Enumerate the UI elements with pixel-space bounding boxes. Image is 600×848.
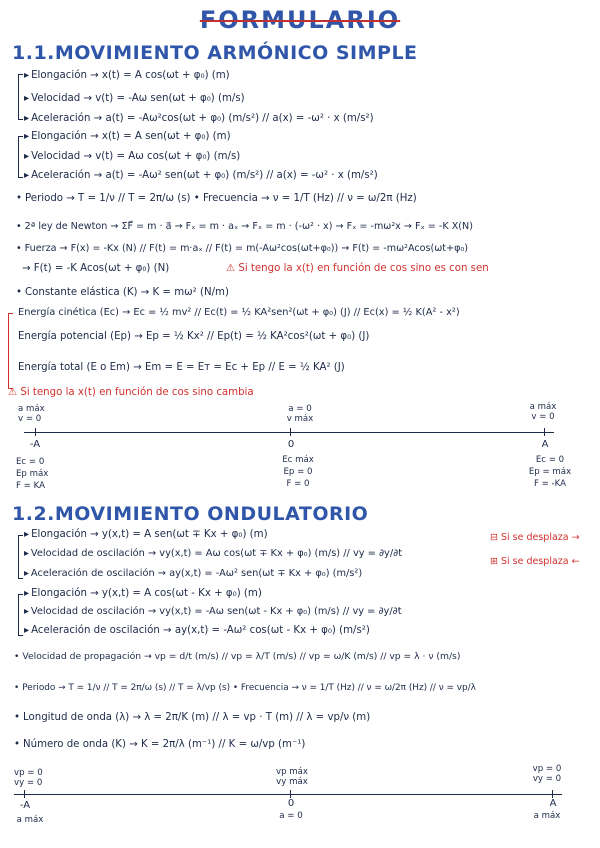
page-title: FORMULARIO [199, 6, 401, 34]
mas-constante-elastica: • Constante elástica (K) → K = mω² (N/m) [16, 286, 229, 300]
brace-onda-cos [18, 594, 23, 636]
onda-aceleracion-sen: ▸ Aceleración de oscilación → ay(x,t) = -Aω² sen(ωt ∓ Kx + φ₀) (m/s²) [24, 567, 362, 581]
mas-aceleracion-cos: ▸ Aceleración → a(t) = -Aω²cos(ωt + φ₀) (m/s²) // a(x) = -ω² · x (m/s²) [24, 112, 374, 126]
onda-velocidad-cos: ▸ Velocidad de oscilación → vy(x,t) = -Aω sen(ωt - Kx + φ₀) (m/s) // vy = ∂y/∂t [24, 605, 402, 619]
onda-aceleracion-cos: ▸ Aceleración de oscilación → ay(x,t) = -Aω² cos(ωt - Kx + φ₀) (m/s²) [24, 624, 370, 638]
onda-axis-right-bottom: a máx [533, 811, 561, 821]
onda-velocidad-propagacion: • Velocidad de propagación → vp = d/t (m/s) // vp = λ/T (m/s) // vp = ω/K (m/s) // vp = λ · ν (m/s) [14, 650, 460, 664]
mas-axis-left-bottom: Ec = 0 Ep máx F = KA [16, 457, 49, 491]
onda-axis-tick-right [552, 790, 553, 798]
onda-axis-left-top: vp = 0 vy = 0 [14, 768, 43, 788]
mas-axis-center-mark: 0 [287, 439, 295, 450]
mas-axis-center-top: a = 0 v máx [286, 404, 314, 424]
mas-axis-right-top: a máx v = 0 [529, 402, 557, 422]
onda-axis-tick-left [24, 790, 25, 798]
mas-axis-left-mark: -A [29, 439, 41, 450]
onda-nota-desplaza-izquierda: ⊞ Si se desplaza ← [490, 556, 580, 567]
onda-axis-left-mark: -A [19, 800, 31, 811]
brace-group-sen [18, 136, 23, 178]
onda-axis-tick-center [290, 790, 291, 798]
onda-axis-left-bottom: a máx [16, 815, 44, 825]
mas-axis-right-bottom: Ec = 0 Ep = máx F = -KA [528, 455, 572, 489]
mas-axis-tick-right [544, 428, 545, 436]
onda-axis-center-bottom: a = 0 [279, 811, 303, 821]
mas-nota-sen: ⚠ Si tengo la x(t) en función de cos sino es con sen [226, 263, 489, 274]
onda-axis-center-mark: 0 [287, 798, 295, 809]
mas-nota-cambia: ⚠ Si tengo la x(t) en función de cos sino cambia [8, 387, 254, 398]
mas-ley-newton: • 2ª ley de Newton → ΣF⃗ = m · a⃗ → Fₓ = m · aₓ → Fₓ = m · (-ω² · x) → Fₓ = -mω²x → Fₓ = -K X(N) [16, 220, 473, 234]
onda-axis-line [14, 794, 562, 795]
onda-axis-right-mark: A [549, 798, 557, 809]
mas-aceleracion-sen: ▸ Aceleración → a(t) = -Aω² sen(ωt + φ₀) (m/s²) // a(x) = -ω² · x (m/s²) [24, 169, 378, 183]
onda-periodo-frecuencia: • Periodo → T = 1/ν // T = 2π/ω (s) // T = λ/vp (s) • Frecuencia → ν = 1/T (Hz) // ν = ω/2π (Hz) // ν = vp/λ [14, 681, 476, 695]
mas-axis-line [24, 432, 554, 433]
brace-onda-sen [18, 535, 23, 579]
mas-axis-tick-center [290, 428, 291, 436]
mas-axis-tick-left [35, 428, 36, 436]
onda-numero-onda: • Número de onda (K) → K = 2π/λ (m⁻¹) // K = ω/vp (m⁻¹) [14, 738, 305, 752]
onda-nota-desplaza-derecha: ⊟ Si se desplaza → [490, 532, 580, 543]
onda-elongacion-cos: ▸ Elongación → y(x,t) = A cos(ωt - Kx + φ₀) (m) [24, 587, 262, 601]
onda-axis-right-top: vp = 0 vy = 0 [532, 764, 562, 784]
section-heading-mas: 1.1.MOVIMIENTO ARMÓNICO SIMPLE [12, 42, 418, 64]
mas-periodo-frecuencia: • Periodo → T = 1/ν // T = 2π/ω (s) • Frecuencia → ν = 1/T (Hz) // ν = ω/2π (Hz) [16, 192, 417, 206]
brace-energia [8, 313, 13, 389]
section-heading-ondulatorio: 1.2.MOVIMIENTO ONDULATORIO [12, 503, 369, 525]
mas-energia-total: Energía total (E o Em) → Em = E = Eт = Ec + Ep // E = ½ KA² (J) [18, 362, 345, 373]
onda-velocidad-sen: ▸ Velocidad de oscilación → vy(x,t) = Aω cos(ωt ∓ Kx + φ₀) (m/s) // vy = ∂y/∂t [24, 547, 402, 561]
onda-axis-center-top: vp máx vy máx [276, 767, 308, 787]
mas-axis-center-bottom: Ec máx Ep = 0 F = 0 [282, 455, 314, 489]
mas-axis-left-top: a máx v = 0 [18, 404, 45, 424]
mas-elongacion-sen: ▸ Elongación → x(t) = A sen(ωt + φ₀) (m) [24, 130, 231, 144]
mas-fuerza-cont: → F(t) = -K Acos(ωt + φ₀) (N) [22, 263, 170, 274]
mas-energia-potencial: Energía potencial (Ep) → Ep = ½ Kx² // Ep(t) = ½ KA²cos²(ωt + φ₀) (J) [18, 331, 370, 342]
mas-elongacion-cos: ▸ Elongación → x(t) = A cos(ωt + φ₀) (m) [24, 69, 230, 83]
mas-fuerza: • Fuerza → F(x) = -Kx (N) // F(t) = m·aₓ // F(t) = m(-Aω²cos(ωt+φ₀)) → F(t) = -mω²Acos(ωt+φ₀) [16, 242, 468, 256]
onda-elongacion-sen: ▸ Elongación → y(x,t) = A sen(ωt ∓ Kx + φ₀) (m) [24, 528, 268, 542]
mas-velocidad-cos: ▸ Velocidad → v(t) = -Aω sen(ωt + φ₀) (m/s) [24, 92, 245, 106]
brace-group-cos [18, 74, 23, 120]
onda-longitud-onda: • Longitud de onda (λ) → λ = 2π/K (m) // λ = vp · T (m) // λ = vp/ν (m) [14, 711, 370, 725]
mas-energia-cinetica: Energía cinética (Ec) → Ec = ½ mv² // Ec(t) = ½ KA²sen²(ωt + φ₀) (J) // Ec(x) = ½ K(A² - x²) [18, 307, 460, 318]
mas-velocidad-sen: ▸ Velocidad → v(t) = Aω cos(ωt + φ₀) (m/s) [24, 150, 240, 164]
mas-axis-right-mark: A [541, 439, 549, 450]
